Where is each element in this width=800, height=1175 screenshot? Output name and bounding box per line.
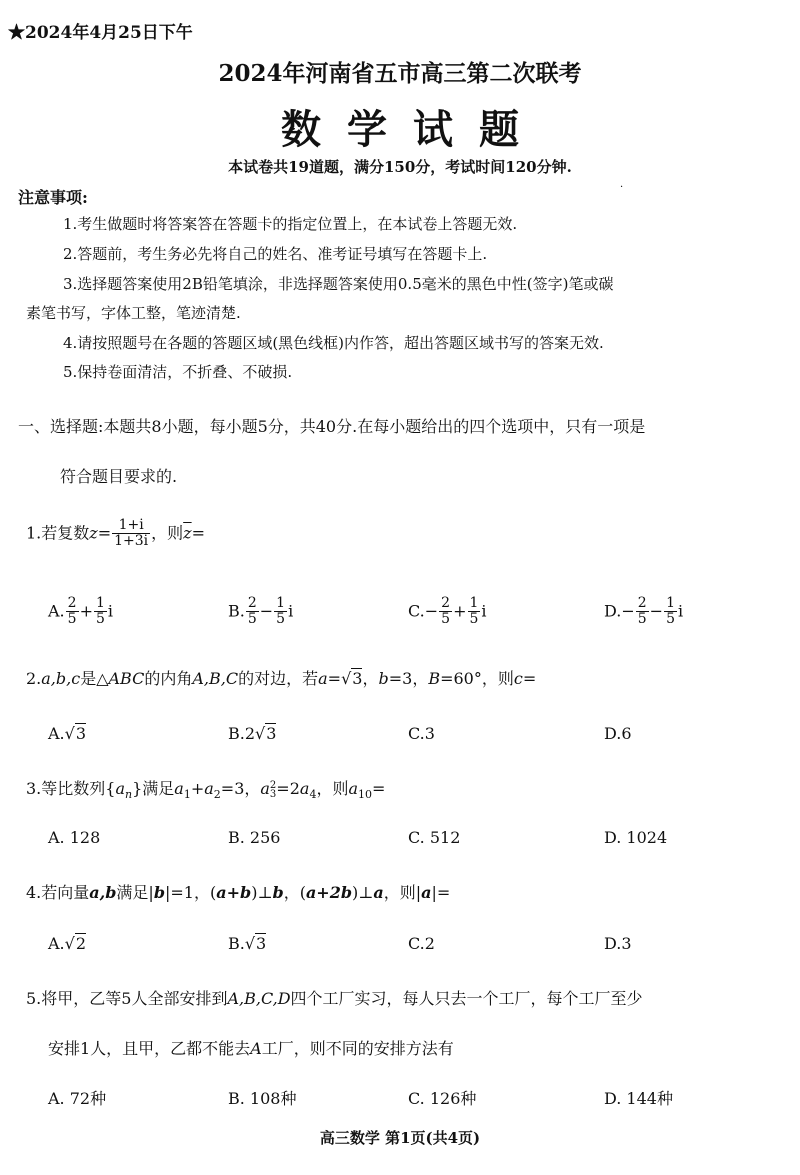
q2-option-d: D.6 — [604, 724, 632, 743]
notice-item-3: 3.选择题答案使用2B铅笔填涂，非选择题答案使用0.5毫米的黑色中性(签字)笔或碳 — [63, 275, 614, 293]
q1-option-b: B. $\frac{2}{5}$ − $\frac{1}{5}$ i — [228, 595, 294, 628]
q5-option-a: A. 72种 — [48, 1089, 107, 1108]
question-2: 2.a,b,c是△ABC的内角A,B,C的对边，若a=√3，b=3，B=60°，则c= — [26, 669, 537, 688]
subject-title: 数学试题 — [281, 106, 545, 153]
notice-item-1: 1.考生做题时将答案答在答题卡的指定位置上，在本试卷上答题无效. — [63, 215, 518, 233]
section-heading-cont: 符合题目要求的. — [60, 467, 178, 486]
q1-option-a: A. $\frac{2}{5}$ + $\frac{1}{5}$ i — [48, 595, 114, 628]
q3-option-c: C. 512 — [408, 828, 461, 847]
q5-option-c: C. 126种 — [408, 1089, 477, 1108]
exam-title: 2024年河南省五市高三第二次联考 — [218, 60, 582, 87]
question-5-cont: 安排1人，且甲，乙都不能去A工厂，则不同的安排方法有 — [48, 1039, 454, 1058]
q1-option-d: D.− $\frac{2}{5}$ − $\frac{1}{5}$ i — [604, 595, 684, 628]
q1-option-c: C.− $\frac{2}{5}$ + $\frac{1}{5}$ i — [408, 595, 487, 628]
page-footer: 高三数学 第1页(共4页) — [319, 1129, 481, 1147]
question-5: 5.将甲，乙等5人全部安排到A,B,C,D四个工厂实习，每人只去一个工厂，每个工厂至少 — [26, 989, 643, 1008]
z-conjugate: $\overline{z}$ — [183, 523, 192, 543]
question-3: 3.等比数列$\{a_n\}$满足$a_1+a_2=3$，a 2 3 $=2a_4$，则$a_{10}=$ — [26, 779, 386, 802]
q1-fraction: $\frac{1+i}{1+3i}$ — [114, 517, 149, 550]
q3-option-d: D. 1024 — [604, 828, 668, 847]
question-1: 1.若复数z= $\frac{1+i}{1+3i}$ ，则$\overline{z}=$ — [26, 517, 206, 550]
exam-date: ★2024年4月25日下午 — [8, 23, 193, 43]
q4-option-a: A.√2 — [48, 934, 87, 953]
q2-option-c: C.3 — [408, 724, 435, 743]
q3-option-b: B. 256 — [228, 828, 281, 847]
notice-title: 注意事项: — [18, 188, 88, 207]
notice-item-4: 4.请按照题号在各题的答题区域(黑色线框)内作答，超出答题区域书写的答案无效. — [63, 334, 604, 352]
q2-option-b: B.2√3 — [228, 724, 277, 743]
notice-item-3-cont: 素笔书写，字体工整，笔迹清楚. — [26, 304, 241, 322]
q3-option-a: A. 128 — [48, 828, 101, 847]
section-heading: 一、选择题:本题共8小题，每小题5分，共40分.在每小题给出的四个选项中，只有一项是 — [18, 417, 646, 436]
notice-item-2: 2.答题前，考生务必先将自己的姓名、准考证号填写在答题卡上. — [63, 245, 488, 263]
q4-option-c: C.2 — [408, 934, 435, 953]
q5-option-b: B. 108种 — [228, 1089, 297, 1108]
notice-item-5: 5.保持卷面清洁，不折叠、不破损. — [63, 363, 293, 381]
question-4: 4.若向量a,b满足|b|=1，(a+b)⊥b，(a+2b)⊥a，则|a|= — [26, 883, 451, 902]
exam-info: 本试卷共19道题，满分150分，考试时间120分钟. — [228, 158, 572, 176]
q2-option-a: A.√3 — [48, 724, 87, 743]
q4-option-d: D.3 — [604, 934, 632, 953]
stray-dot: · — [620, 182, 624, 193]
q5-option-d: D. 144种 — [604, 1089, 673, 1108]
q4-option-b: B.√3 — [228, 934, 267, 953]
